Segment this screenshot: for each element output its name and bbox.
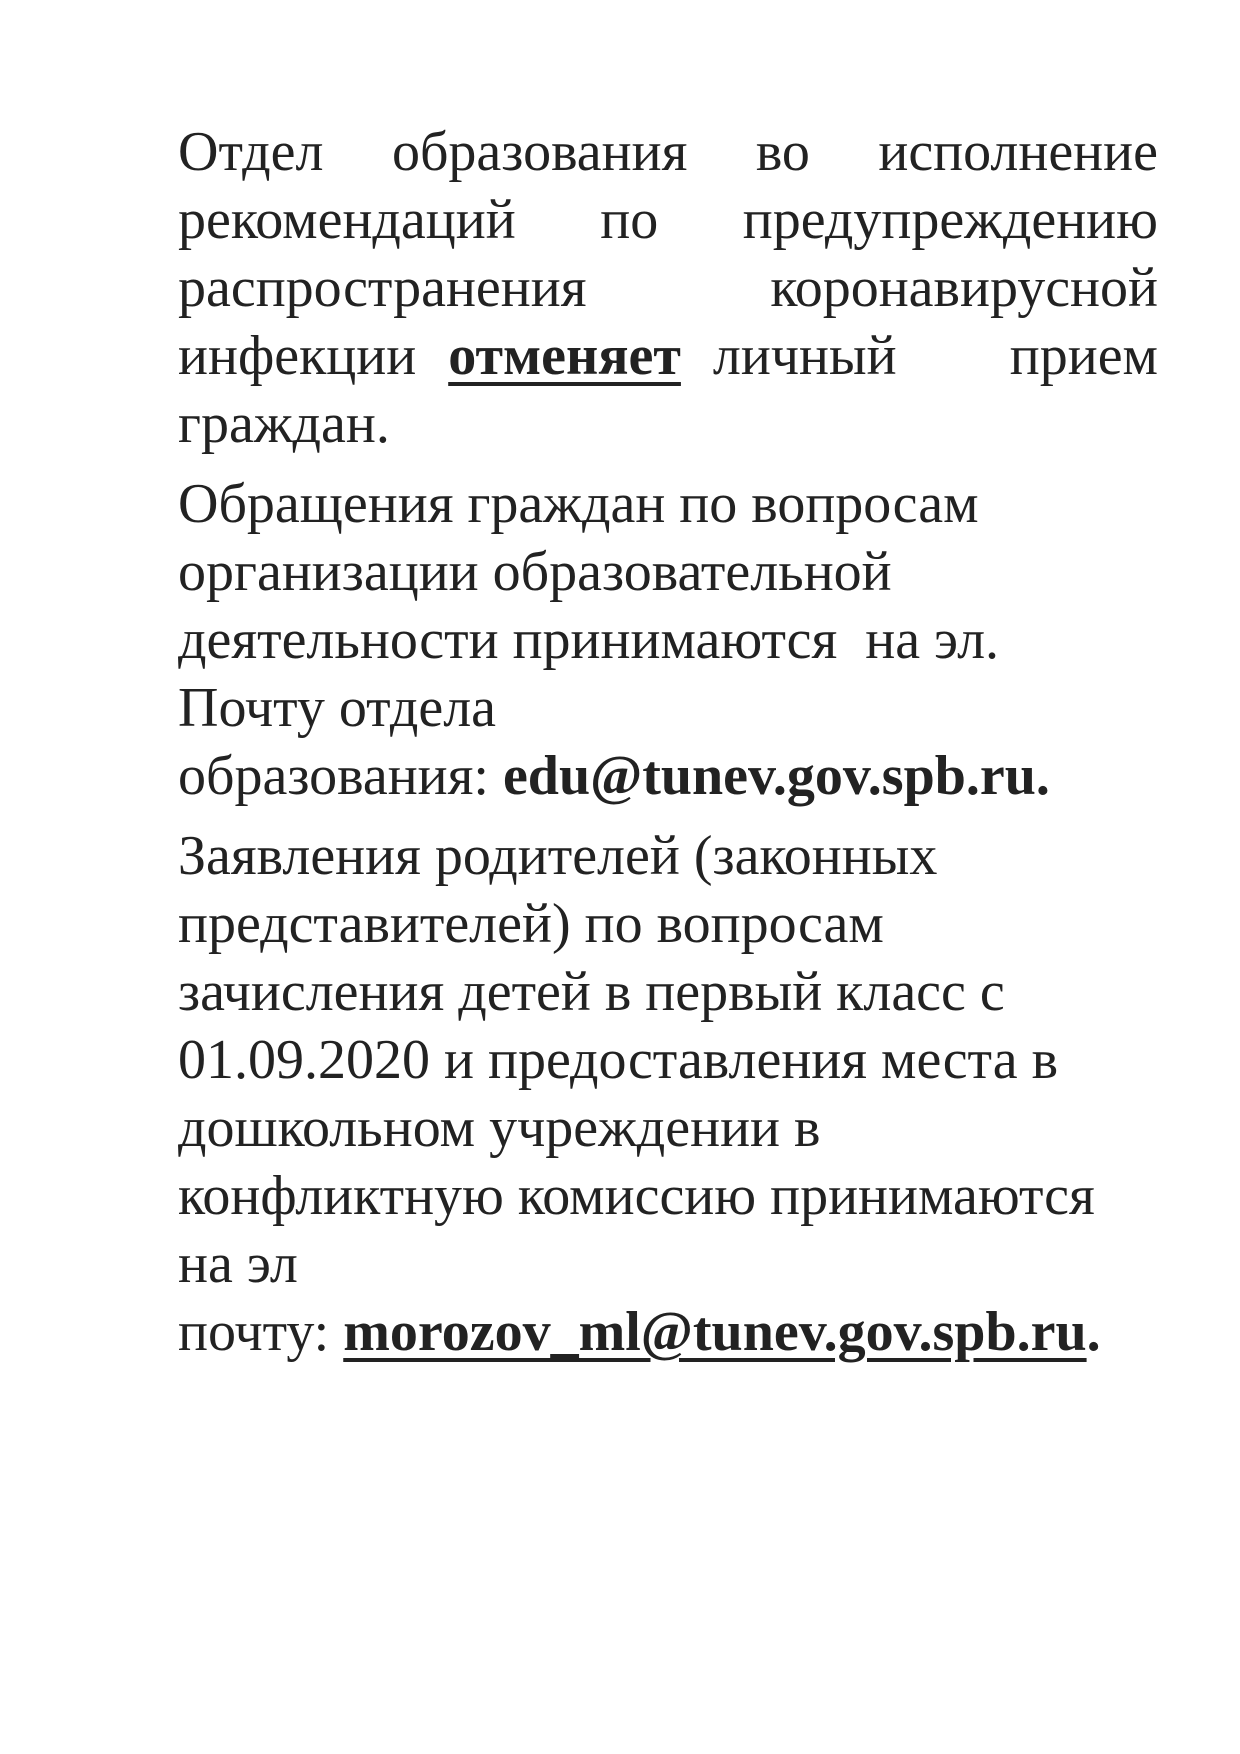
paragraph1-line1: Отдел образования во исполнение <box>178 121 1158 183</box>
education-email-link[interactable]: edu@tunev.gov.spb.ru. <box>502 745 1050 807</box>
paragraph1-line4: инфекции отменяет личный прием <box>178 325 1158 387</box>
paragraph3-line6: конфликтную комиссию принимаются <box>178 1165 1095 1227</box>
paragraph-commission-email <box>178 822 1158 1366</box>
paragraph1-line2: рекомендаций по предупреждению <box>178 189 1158 251</box>
paragraph3-line2: представителей) по вопросам <box>178 893 884 955</box>
paragraph3-line3: зачисления детей в первый класс с <box>178 961 1005 1023</box>
paragraph2-line5: образования: edu@tunev.gov.spb.ru. <box>178 745 1050 807</box>
paragraph2-line4: Почту отдела <box>178 677 497 739</box>
paragraph3-line4: 01.09.2020 и предоставления места в <box>178 1029 1059 1091</box>
emphasis-cancels: отменяет <box>448 325 681 387</box>
paragraph2-line1: Обращения граждан по вопросам <box>178 473 979 535</box>
paragraph3-line1: Заявления родителей (законных <box>178 825 938 887</box>
paragraph1-line3: распространения коронавирусной <box>178 257 1158 319</box>
paragraph1-line5: граждан. <box>178 393 390 455</box>
paragraph-cancellation <box>178 118 1158 458</box>
commission-email-link[interactable]: morozov_ml@tunev.gov.spb.ru <box>343 1301 1087 1363</box>
paragraph3-line7: на эл <box>178 1233 298 1295</box>
paragraph2-line3: деятельности принимаются на эл. <box>178 609 1000 671</box>
paragraph2-line2: организации образовательной <box>178 541 892 603</box>
paragraph3-line8: почту: morozov_ml@tunev.gov.spb.ru. <box>178 1301 1101 1363</box>
paragraph-education-email <box>178 470 1158 810</box>
notice-text <box>178 118 1158 1378</box>
paragraph3-line5: дошкольном учреждении в <box>178 1097 821 1159</box>
